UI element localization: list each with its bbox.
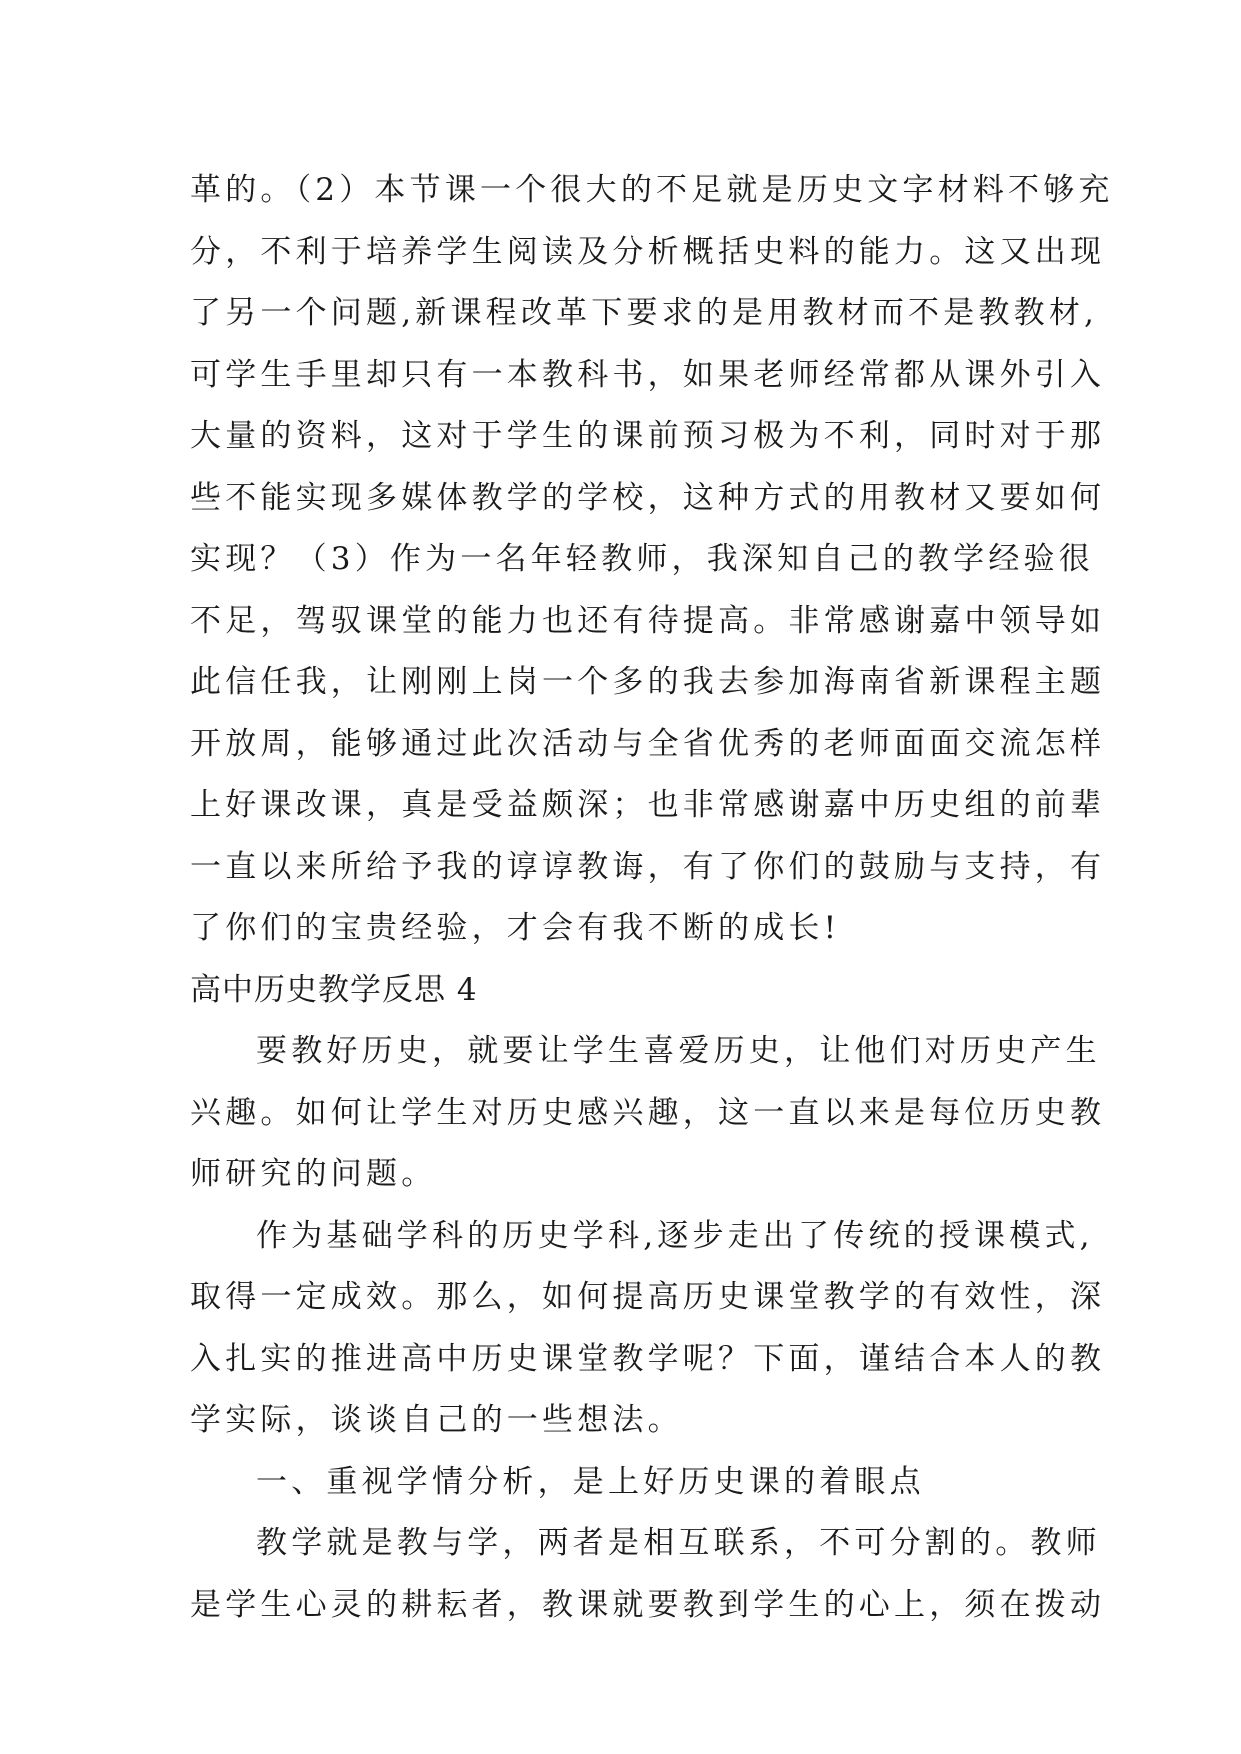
text-line: 些不能实现多媒体教学的学校，这种方式的用教材又要如何 [190, 479, 1106, 516]
text-line: 实现？（3）作为一名年轻教师，我深知自己的教学经验很 [190, 541, 1094, 577]
text-line: 教学就是教与学，两者是相互联系，不可分割的。教师 [256, 1525, 1101, 1561]
text-line: 兴趣。如何让学生对历史感兴趣，这一直以来是每位历史教 [190, 1094, 1106, 1131]
text-line: 分，不利于培养学生阅读及分析概括史料的能力。这又出现 [190, 233, 1106, 270]
text-line: 作为基础学科的历史学科,逐步走出了传统的授课模式, [256, 1217, 1094, 1254]
document-body [190, 160, 1114, 1636]
text-line: 师研究的问题。 [190, 1156, 437, 1192]
text-line: 取得一定成效。那么，如何提高历史课堂教学的有效性，深 [190, 1279, 1106, 1315]
text-line: 要教好历史，就要让学生喜爱历史，让他们对历史产生 [256, 1033, 1101, 1069]
text-line: 此信任我，让刚刚上岗一个多的我去参加海南省新课程主题 [190, 664, 1106, 700]
paragraph-1 [190, 1021, 1106, 1206]
text-line: 了你们的宝贵经验，才会有我不断的成长! [190, 910, 841, 946]
text-line: 是学生心灵的耕耘者，教课就要教到学生的心上，须在拨动 [190, 1586, 1106, 1623]
text-line: 一直以来所给予我的谆谆教诲，有了你们的鼓励与支持，有 [190, 848, 1106, 885]
paragraph-3 [190, 1513, 1106, 1636]
subsection-title: 一、重视学情分析，是上好历史课的着眼点 [256, 1463, 925, 1500]
text-line: 革的。（2）本节课一个很大的不足就是历史文字材料不够充 [190, 172, 1114, 208]
text-line: 学实际，谈谈自己的一些想法。 [190, 1402, 683, 1438]
paragraph-2 [190, 1206, 1106, 1452]
text-line: 不足，驾驭课堂的能力也还有待提高。非常感谢嘉中领导如 [190, 602, 1106, 639]
text-line: 开放周，能够通过此次活动与全省优秀的老师面面交流怎样 [190, 725, 1106, 762]
text-line: 大量的资料，这对于学生的课前预习极为不利，同时对于那 [190, 418, 1106, 454]
paragraph-continuation [190, 160, 1114, 960]
text-line: 可学生手里却只有一本教科书，如果老师经常都从课外引入 [190, 356, 1106, 393]
text-line: 上好课改课，真是受益颇深；也非常感谢嘉中历史组的前辈 [190, 787, 1106, 823]
text-line: 入扎实的推进高中历史课堂教学呢？下面，谨结合本人的教 [190, 1340, 1106, 1377]
text-line: 了另一个问题,新课程改革下要求的是用教材而不是教教材, [190, 295, 1099, 331]
section-heading: 高中历史教学反思 4 [190, 971, 478, 1008]
